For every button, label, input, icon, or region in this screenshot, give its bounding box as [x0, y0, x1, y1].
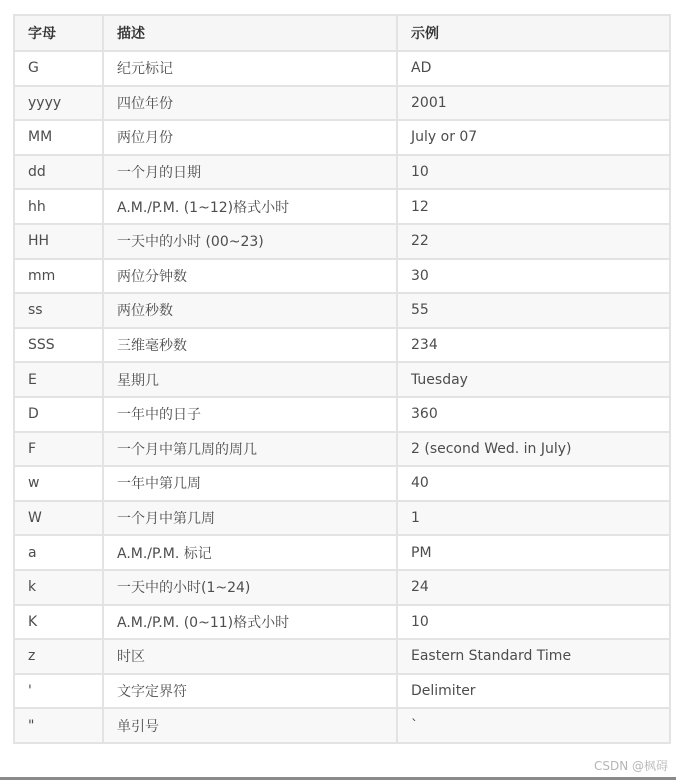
cell-example: July or 07 [397, 120, 670, 155]
table-row [14, 189, 670, 224]
cell-example: AD [397, 51, 670, 86]
cell-letter: E [14, 362, 103, 397]
cell-description: 三维毫秒数 [103, 328, 397, 363]
cell-description: 纪元标记 [103, 51, 397, 86]
cell-description: 一个月中第几周的周几 [103, 432, 397, 467]
cell-example: Delimiter [397, 674, 670, 709]
cell-description: A.M./P.M. (1~12)格式小时 [103, 189, 397, 224]
table-row [14, 639, 670, 674]
cell-letter: mm [14, 259, 103, 294]
cell-example: 360 [397, 397, 670, 432]
cell-example: Tuesday [397, 362, 670, 397]
header-letter: 字母 [14, 15, 103, 51]
cell-letter: hh [14, 189, 103, 224]
cell-letter: SSS [14, 328, 103, 363]
cell-description: A.M./P.M. 标记 [103, 535, 397, 570]
cell-letter: D [14, 397, 103, 432]
cell-example: 30 [397, 259, 670, 294]
date-format-table-container [13, 14, 669, 744]
cell-example: 10 [397, 605, 670, 640]
table-row [14, 328, 670, 363]
header-example: 示例 [397, 15, 670, 51]
cell-description: 一个月的日期 [103, 155, 397, 190]
cell-description: 两位月份 [103, 120, 397, 155]
table-row [14, 293, 670, 328]
cell-description: 一天中的小时 (00~23) [103, 224, 397, 259]
table-row [14, 708, 670, 743]
cell-example: PM [397, 535, 670, 570]
cell-letter: HH [14, 224, 103, 259]
table-header [14, 15, 670, 51]
cell-example: 2001 [397, 86, 670, 121]
table-row [14, 605, 670, 640]
table-row [14, 432, 670, 467]
cell-example: 10 [397, 155, 670, 190]
cell-example: 1 [397, 501, 670, 536]
table-row [14, 120, 670, 155]
cell-letter: ss [14, 293, 103, 328]
cell-letter: G [14, 51, 103, 86]
cell-description: 一年中的日子 [103, 397, 397, 432]
cell-example: ` [397, 708, 670, 743]
header-row [14, 15, 670, 51]
cell-letter: MM [14, 120, 103, 155]
cell-description: 两位分钟数 [103, 259, 397, 294]
table-row [14, 535, 670, 570]
cell-letter: F [14, 432, 103, 467]
cell-letter: k [14, 570, 103, 605]
table-body [14, 51, 670, 743]
cell-description: 两位秒数 [103, 293, 397, 328]
cell-letter: dd [14, 155, 103, 190]
cell-example: 2 (second Wed. in July) [397, 432, 670, 467]
cell-example: 55 [397, 293, 670, 328]
table-row [14, 86, 670, 121]
cell-description: 文字定界符 [103, 674, 397, 709]
cell-letter: " [14, 708, 103, 743]
cell-description: A.M./P.M. (0~11)格式小时 [103, 605, 397, 640]
cell-example: Eastern Standard Time [397, 639, 670, 674]
cell-description: 时区 [103, 639, 397, 674]
cell-example: 234 [397, 328, 670, 363]
cell-description: 四位年份 [103, 86, 397, 121]
table-row [14, 224, 670, 259]
table-row [14, 397, 670, 432]
cell-description: 一年中第几周 [103, 466, 397, 501]
cell-example: 40 [397, 466, 670, 501]
cell-letter: W [14, 501, 103, 536]
cell-description: 星期几 [103, 362, 397, 397]
table-row [14, 155, 670, 190]
cell-example: 24 [397, 570, 670, 605]
table-row [14, 51, 670, 86]
cell-letter: w [14, 466, 103, 501]
table-row [14, 466, 670, 501]
cell-letter: K [14, 605, 103, 640]
date-format-table [13, 14, 671, 744]
table-row [14, 501, 670, 536]
table-row [14, 674, 670, 709]
cell-description: 一天中的小时(1~24) [103, 570, 397, 605]
table-row [14, 259, 670, 294]
header-description: 描述 [103, 15, 397, 51]
cell-description: 一个月中第几周 [103, 501, 397, 536]
cell-letter: ' [14, 674, 103, 709]
cell-example: 12 [397, 189, 670, 224]
cell-letter: a [14, 535, 103, 570]
cell-description: 单引号 [103, 708, 397, 743]
cell-letter: yyyy [14, 86, 103, 121]
table-row [14, 570, 670, 605]
cell-example: 22 [397, 224, 670, 259]
cell-letter: z [14, 639, 103, 674]
watermark: CSDN @枫碍 [593, 759, 668, 773]
table-row [14, 362, 670, 397]
